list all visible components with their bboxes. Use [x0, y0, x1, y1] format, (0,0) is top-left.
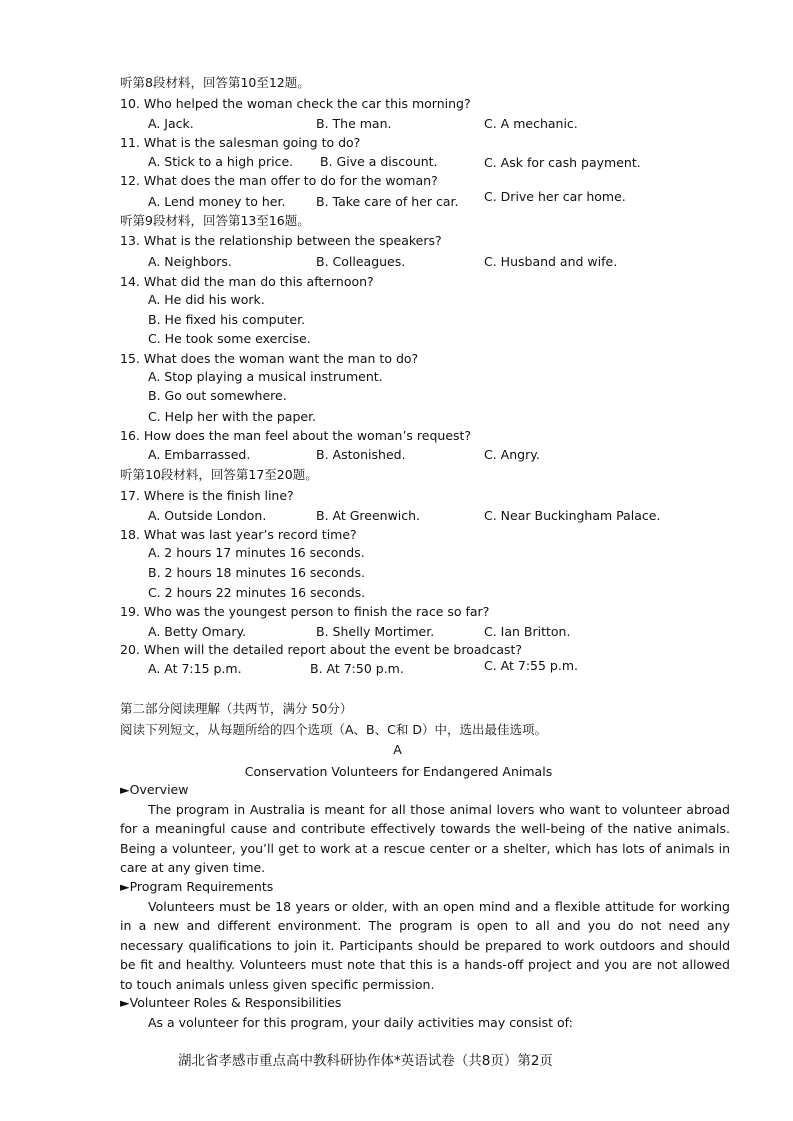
q20-option-c: C. At 7:55 p.m. — [484, 658, 578, 673]
question-14: 14. What did the man do this afternoon? — [120, 274, 374, 289]
q19-option-b: B. Shelly Mortimer. — [316, 624, 435, 639]
q17-option-c: C. Near Buckingham Palace. — [484, 508, 661, 523]
reading-instruction: 阅读下列短文，从每题所给的四个选项（A、B、C和 D）中，选出最佳选项。 — [120, 722, 547, 737]
q13-option-a: A. Neighbors. — [148, 254, 232, 269]
q14-option-c: C. He took some exercise. — [148, 331, 311, 346]
q13-option-c: C. Husband and wife. — [484, 254, 618, 269]
q16-option-c: C. Angry. — [484, 447, 540, 462]
heading-roles: ►Volunteer Roles & Responsibilities — [120, 995, 342, 1010]
q19-option-a: A. Betty Omary. — [148, 624, 247, 639]
question-20: 20. When will the detailed report about the event be broadcast? — [120, 642, 523, 657]
q10-option-b: B. The man. — [316, 116, 392, 131]
q15-option-c: C. Help her with the paper. — [148, 409, 317, 424]
q18-option-b: B. 2 hours 18 minutes 16 seconds. — [148, 565, 365, 580]
paragraph-overview: The program in Australia is meant for all those animal lovers who want to volunteer abroad for a meaningful cause and contribute effectively towards the well-being of the native animals. Being a volunteer, you’ll get to work at a rescue center or a shelter, which has lots of animals in care at any given time. — [120, 802, 730, 876]
q16-option-b: B. Astonished. — [316, 447, 406, 462]
q10-option-c: C. A mechanic. — [484, 116, 578, 131]
passage-title: Conservation Volunteers for Endangered Animals — [244, 764, 553, 779]
q16-option-a: A. Embarrassed. — [148, 447, 251, 462]
q12-option-b: B. Take care of her car. — [316, 194, 459, 209]
q11-option-a: A. Stick to a high price. — [148, 154, 294, 169]
page-footer: 湖北省孝感市重点高中教科研协作体*英语试卷（共8页）第2页 — [178, 1053, 553, 1069]
q18-option-c: C. 2 hours 22 minutes 16 seconds. — [148, 585, 366, 600]
question-17: 17. Where is the finish line? — [120, 488, 294, 503]
q11-option-c: C. Ask for cash payment. — [484, 155, 641, 170]
reading-part-title: 第二部分阅读理解（共两节，满分 50分） — [120, 701, 353, 716]
q11-option-b: B. Give a discount. — [320, 154, 438, 169]
section-heading-8: 听第8段材料，回答第10至12题。 — [120, 75, 310, 90]
q15-option-a: A. Stop playing a musical instrument. — [148, 369, 383, 384]
heading-requirements: ►Program Requirements — [120, 879, 274, 894]
q14-option-b: B. He fixed his computer. — [148, 312, 306, 327]
q12-option-c: C. Drive her car home. — [484, 189, 626, 204]
q10-option-a: A. Jack. — [148, 116, 194, 131]
question-15: 15. What does the woman want the man to do? — [120, 351, 419, 366]
paragraph-roles: As a volunteer for this program, your daily activities may consist of: — [148, 1015, 573, 1030]
q17-option-a: A. Outside London. — [148, 508, 267, 523]
q17-option-b: B. At Greenwich. — [316, 508, 421, 523]
section-heading-9: 听第9段材料，回答第13至16题。 — [120, 213, 310, 228]
q18-option-a: A. 2 hours 17 minutes 16 seconds. — [148, 545, 365, 560]
q14-option-a: A. He did his work. — [148, 292, 265, 307]
paragraph-requirements: Volunteers must be 18 years or older, with an open mind and a flexible attitude for working in a new and different environment. The program is open to all and you do not need any necessary qualifications to join it. Participants should be prepared to work outdoors and should be fit and healthy. Volunteers must note that this is a hands-off project and you are not allowed to touch animals unless given specific permission. — [120, 899, 730, 992]
question-19: 19. Who was the youngest person to finish the race so far? — [120, 604, 490, 619]
heading-overview: ►Overview — [120, 782, 189, 797]
question-13: 13. What is the relationship between the speakers? — [120, 233, 442, 248]
q15-option-b: B. Go out somewhere. — [148, 388, 287, 403]
passage-letter: A — [393, 742, 402, 757]
question-16: 16. How does the man feel about the woman’s request? — [120, 428, 472, 443]
q19-option-c: C. Ian Britton. — [484, 624, 571, 639]
section-heading-10: 听第10段材料，回答第17至20题。 — [120, 467, 318, 482]
question-10: 10. Who helped the woman check the car this morning? — [120, 96, 471, 111]
question-18: 18. What was last year’s record time? — [120, 527, 357, 542]
question-11: 11. What is the salesman going to do? — [120, 135, 361, 150]
q20-option-b: B. At 7:50 p.m. — [310, 661, 404, 676]
q12-option-a: A. Lend money to her. — [148, 194, 286, 209]
q20-option-a: A. At 7:15 p.m. — [148, 661, 242, 676]
q13-option-b: B. Colleagues. — [316, 254, 406, 269]
question-12: 12. What does the man offer to do for the woman? — [120, 173, 438, 188]
